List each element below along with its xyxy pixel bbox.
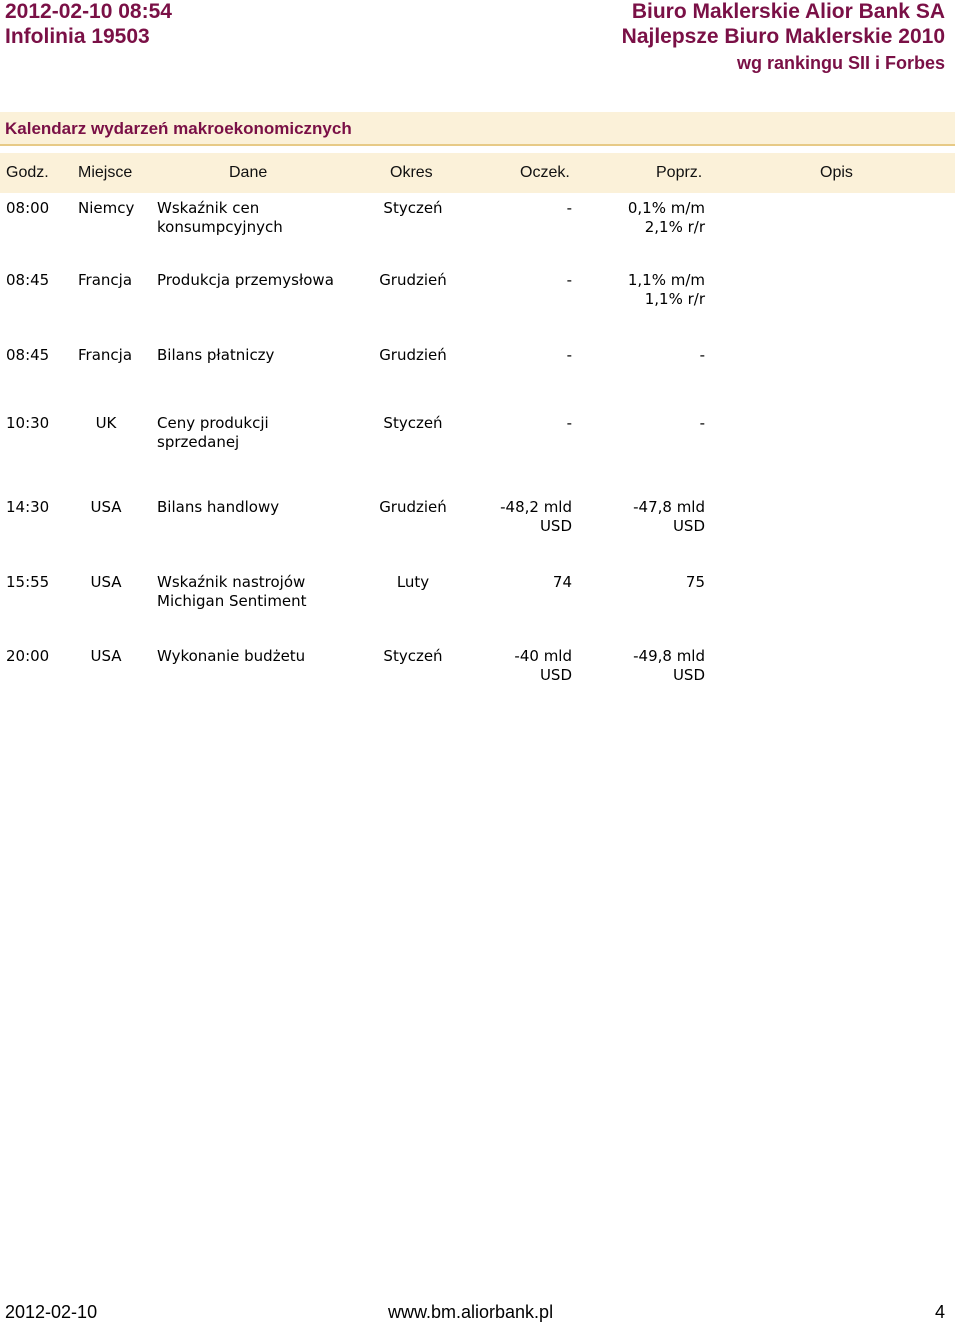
row-poprz: -: [699, 346, 705, 364]
row-oczek: -: [566, 346, 572, 364]
row-okres: Grudzień: [379, 271, 447, 289]
row-poprz: 0,1% m/m 2,1% r/r: [627, 199, 705, 236]
table-header: [0, 153, 955, 193]
row-time: 20:00: [6, 647, 50, 665]
row-okres: Luty: [396, 573, 430, 591]
row-oczek: -48,2 mld USD: [500, 498, 572, 535]
row-data: Bilans handlowy: [157, 498, 280, 516]
col-header-oczek: Oczek.: [520, 164, 570, 181]
row-time: 14:30: [6, 498, 50, 516]
col-header-poprz: Poprz.: [656, 164, 703, 181]
row-data: Produkcja przemysłowa: [157, 271, 334, 289]
ranking-line: wg rankingu SII i Forbes: [736, 53, 945, 73]
award-line: Najlepsze Biuro Maklerskie 2010: [621, 25, 945, 48]
row-place: USA: [90, 498, 122, 516]
row-place: Francja: [78, 346, 133, 364]
col-header-godz: Godz.: [6, 164, 49, 181]
row-okres: Grudzień: [379, 498, 447, 516]
brand-name: Biuro Maklerskie Alior Bank SA: [631, 0, 945, 23]
row-okres: Styczeń: [383, 414, 443, 432]
row-time: 08:45: [6, 271, 50, 289]
row-data: Wskaźnik nastrojów Michigan Sentiment: [157, 573, 307, 610]
row-place: Niemcy: [78, 199, 135, 217]
row-time: 08:00: [6, 199, 50, 217]
row-time: 15:55: [6, 573, 50, 591]
row-oczek: -: [566, 271, 572, 289]
row-oczek: -: [566, 414, 572, 432]
row-oczek: -40 mld USD: [514, 647, 572, 684]
row-poprz: -49,8 mld USD: [633, 647, 705, 684]
row-place: USA: [90, 573, 122, 591]
section-title: Kalendarz wydarzeń makroekonomicznych: [5, 119, 352, 138]
col-header-miejsce: Miejsce: [78, 164, 133, 181]
row-poprz: -47,8 mld USD: [633, 498, 705, 535]
row-oczek: 74: [552, 573, 572, 591]
row-place: Francja: [78, 271, 133, 289]
row-data: Bilans płatniczy: [157, 346, 275, 364]
page-number: 4: [934, 1302, 945, 1322]
row-poprz: -: [699, 414, 705, 432]
report-datetime: 2012-02-10 08:54: [5, 0, 172, 23]
row-poprz: 1,1% m/m 1,1% r/r: [627, 271, 705, 308]
section-header: [0, 112, 955, 146]
row-data: Wykonanie budżetu: [157, 647, 306, 665]
row-okres: Grudzień: [379, 346, 447, 364]
row-okres: Styczeń: [383, 647, 443, 665]
col-header-okres: Okres: [390, 164, 433, 181]
row-place: USA: [90, 647, 122, 665]
row-data: Ceny produkcji sprzedanej: [157, 414, 269, 451]
row-place: UK: [95, 414, 117, 432]
row-time: 08:45: [6, 346, 50, 364]
row-data: Wskaźnik cen konsumpcyjnych: [157, 199, 283, 236]
row-oczek: -: [566, 199, 572, 217]
col-header-dane: Dane: [229, 164, 268, 181]
row-okres: Styczeń: [383, 199, 443, 217]
footer-website-link[interactable]: www.bm.aliorbank.pl: [388, 1302, 554, 1322]
hotline-number: Infolinia 19503: [5, 25, 150, 48]
col-header-opis: Opis: [820, 164, 853, 181]
row-poprz: 75: [685, 573, 705, 591]
row-time: 10:30: [6, 414, 50, 432]
footer-date: 2012-02-10: [5, 1302, 98, 1322]
